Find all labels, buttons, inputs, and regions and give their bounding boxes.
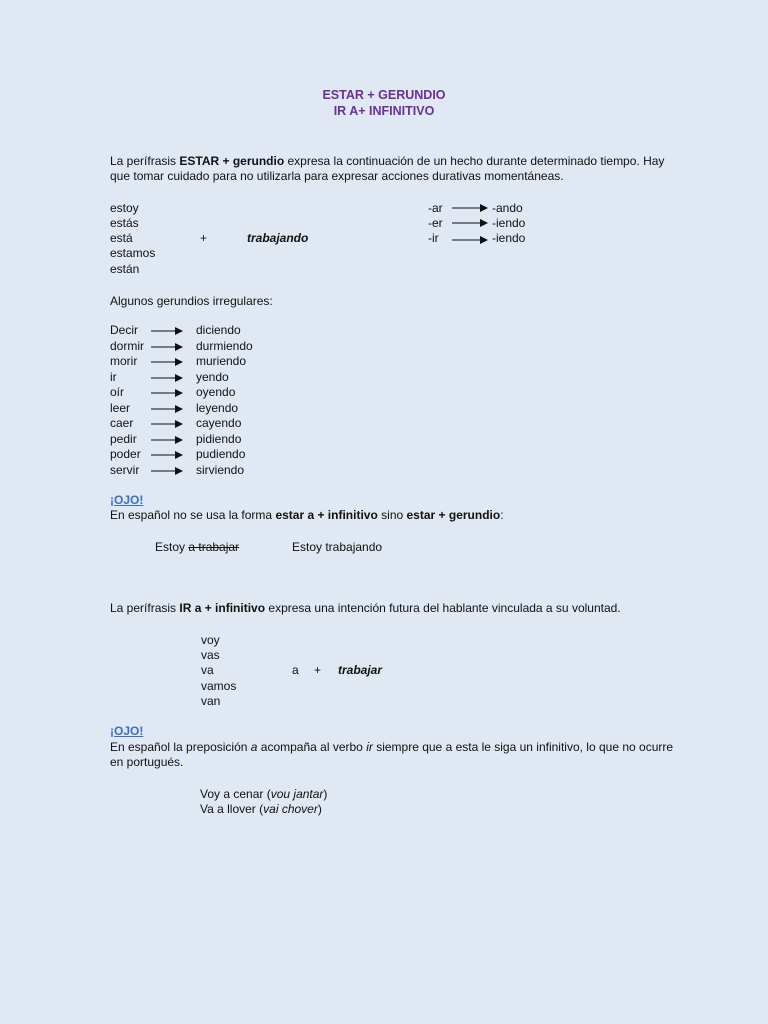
ojo2-line1-a: a xyxy=(250,740,258,754)
estar-intro-line-2: que tomar cuidado para no utilizarla para expresar acciones durativas momentáneas. xyxy=(110,169,564,183)
estar-intro-post: expresa la continuación de un hecho durante determinado tiempo. Hay xyxy=(284,154,665,168)
irregular-gerund: sirviendo xyxy=(196,463,245,477)
ojo2-line1-mid: acompaña al verbo xyxy=(257,740,367,754)
irregular-gerund: cayendo xyxy=(196,416,242,430)
irregular-infinitive: Decir xyxy=(110,323,139,337)
right-arrow-icon xyxy=(452,235,488,245)
estar-intro-bold: ESTAR + gerundio xyxy=(179,154,285,168)
ir-intro-post: expresa una intención futura del hablante vinculada a su voluntad. xyxy=(265,601,621,615)
title-line-2: IR A+ INFINITIVO xyxy=(333,104,435,118)
estar-form: está xyxy=(110,231,133,245)
right-example: Estoy trabajando xyxy=(292,540,383,554)
irregular-gerund: oyendo xyxy=(196,385,236,399)
ending-to: -iendo xyxy=(492,231,526,245)
ojo1-text-mid: sino xyxy=(377,508,407,522)
irregular-infinitive: ir xyxy=(110,370,117,384)
irregular-infinitive: oír xyxy=(110,385,125,399)
irregular-gerund: muriendo xyxy=(196,354,247,368)
right-arrow-icon xyxy=(151,342,183,352)
ending-from: -er xyxy=(428,216,443,230)
estar-plus-sign: + xyxy=(200,231,208,245)
irregular-infinitive: leer xyxy=(110,401,131,415)
example-2-pre: Va a llover ( xyxy=(200,802,264,816)
example-1 xyxy=(200,787,327,802)
ir-intro xyxy=(110,601,621,616)
estar-form: estoy xyxy=(110,201,139,215)
ir-form: voy xyxy=(201,633,220,647)
irregular-infinitive: morir xyxy=(110,354,138,368)
irregular-heading: Algunos gerundios irregulares: xyxy=(110,294,273,308)
right-arrow-icon xyxy=(151,388,183,398)
right-arrow-icon xyxy=(151,404,183,414)
wrong-example-pre: Estoy xyxy=(155,540,189,554)
example-1-portuguese: vou jantar xyxy=(270,787,324,801)
ojo1-text-bold-2: estar + gerundio xyxy=(406,508,501,522)
ending-to: -ando xyxy=(492,201,523,215)
title-line-1: ESTAR + GERUNDIO xyxy=(322,88,446,102)
ir-intro-bold: IR a + infinitivo xyxy=(179,601,266,615)
ojo1-text xyxy=(110,508,504,523)
irregular-gerund: pudiendo xyxy=(196,447,246,461)
irregular-infinitive: caer xyxy=(110,416,134,430)
ir-intro-pre: La perífrasis xyxy=(110,601,180,615)
example-1-post: ) xyxy=(323,787,328,801)
estar-form: estás xyxy=(110,216,139,230)
irregular-gerund: diciendo xyxy=(196,323,241,337)
irregular-infinitive: servir xyxy=(110,463,140,477)
right-arrow-icon xyxy=(452,218,488,228)
ojo1-text-pre: En español no se usa la forma xyxy=(110,508,276,522)
right-arrow-icon xyxy=(452,203,488,213)
ir-form: va xyxy=(201,663,214,677)
ojo2-line-2: en portugués. xyxy=(110,755,184,769)
ojo1-text-post: : xyxy=(500,508,504,522)
ojo2-line1-pre: En español la preposición xyxy=(110,740,251,754)
right-arrow-icon xyxy=(151,466,183,476)
ojo2-line-1 xyxy=(110,740,673,755)
irregular-infinitive: poder xyxy=(110,447,141,461)
right-arrow-icon xyxy=(151,419,183,429)
irregular-gerund: durmiendo xyxy=(196,339,253,353)
infinitive-example: trabajar xyxy=(338,663,383,677)
wrong-example xyxy=(155,540,239,555)
example-1-pre: Voy a cenar ( xyxy=(200,787,271,801)
ir-plus-sign: + xyxy=(314,663,322,677)
ending-from: -ar xyxy=(428,201,443,215)
ojo2-line1-post: siempre que a esta le siga un infinitivo, lo que no ocurre xyxy=(372,740,674,754)
ir-form: vamos xyxy=(201,679,237,693)
irregular-gerund: leyendo xyxy=(196,401,239,415)
irregular-gerund: pidiendo xyxy=(196,432,242,446)
right-arrow-icon xyxy=(151,373,183,383)
example-2-post: ) xyxy=(317,802,322,816)
gerund-example: trabajando xyxy=(247,231,309,245)
estar-form: estamos xyxy=(110,246,156,260)
ir-form: vas xyxy=(201,648,220,662)
ir-preposition-a: a xyxy=(292,663,299,677)
irregular-infinitive: pedir xyxy=(110,432,137,446)
estar-intro-pre: La perífrasis xyxy=(110,154,180,168)
right-arrow-icon xyxy=(151,326,183,336)
ending-from: -ir xyxy=(428,231,439,245)
right-arrow-icon xyxy=(151,435,183,445)
ojo-label: ¡OJO! xyxy=(110,493,144,507)
right-arrow-icon xyxy=(151,357,183,367)
ojo-label: ¡OJO! xyxy=(110,724,144,738)
estar-form: están xyxy=(110,262,140,276)
ir-form: van xyxy=(201,694,221,708)
example-2 xyxy=(200,802,322,817)
irregular-gerund: yendo xyxy=(196,370,229,384)
estar-intro-line-1 xyxy=(110,154,664,169)
example-2-portuguese: vai chover xyxy=(263,802,318,816)
irregular-infinitive: dormir xyxy=(110,339,145,353)
right-arrow-icon xyxy=(151,450,183,460)
ojo2-line1-ir: ir xyxy=(366,740,373,754)
ojo1-text-bold-1: estar a + infinitivo xyxy=(275,508,378,522)
wrong-example-strike: a trabajar xyxy=(188,540,240,554)
ending-to: -iendo xyxy=(492,216,526,230)
